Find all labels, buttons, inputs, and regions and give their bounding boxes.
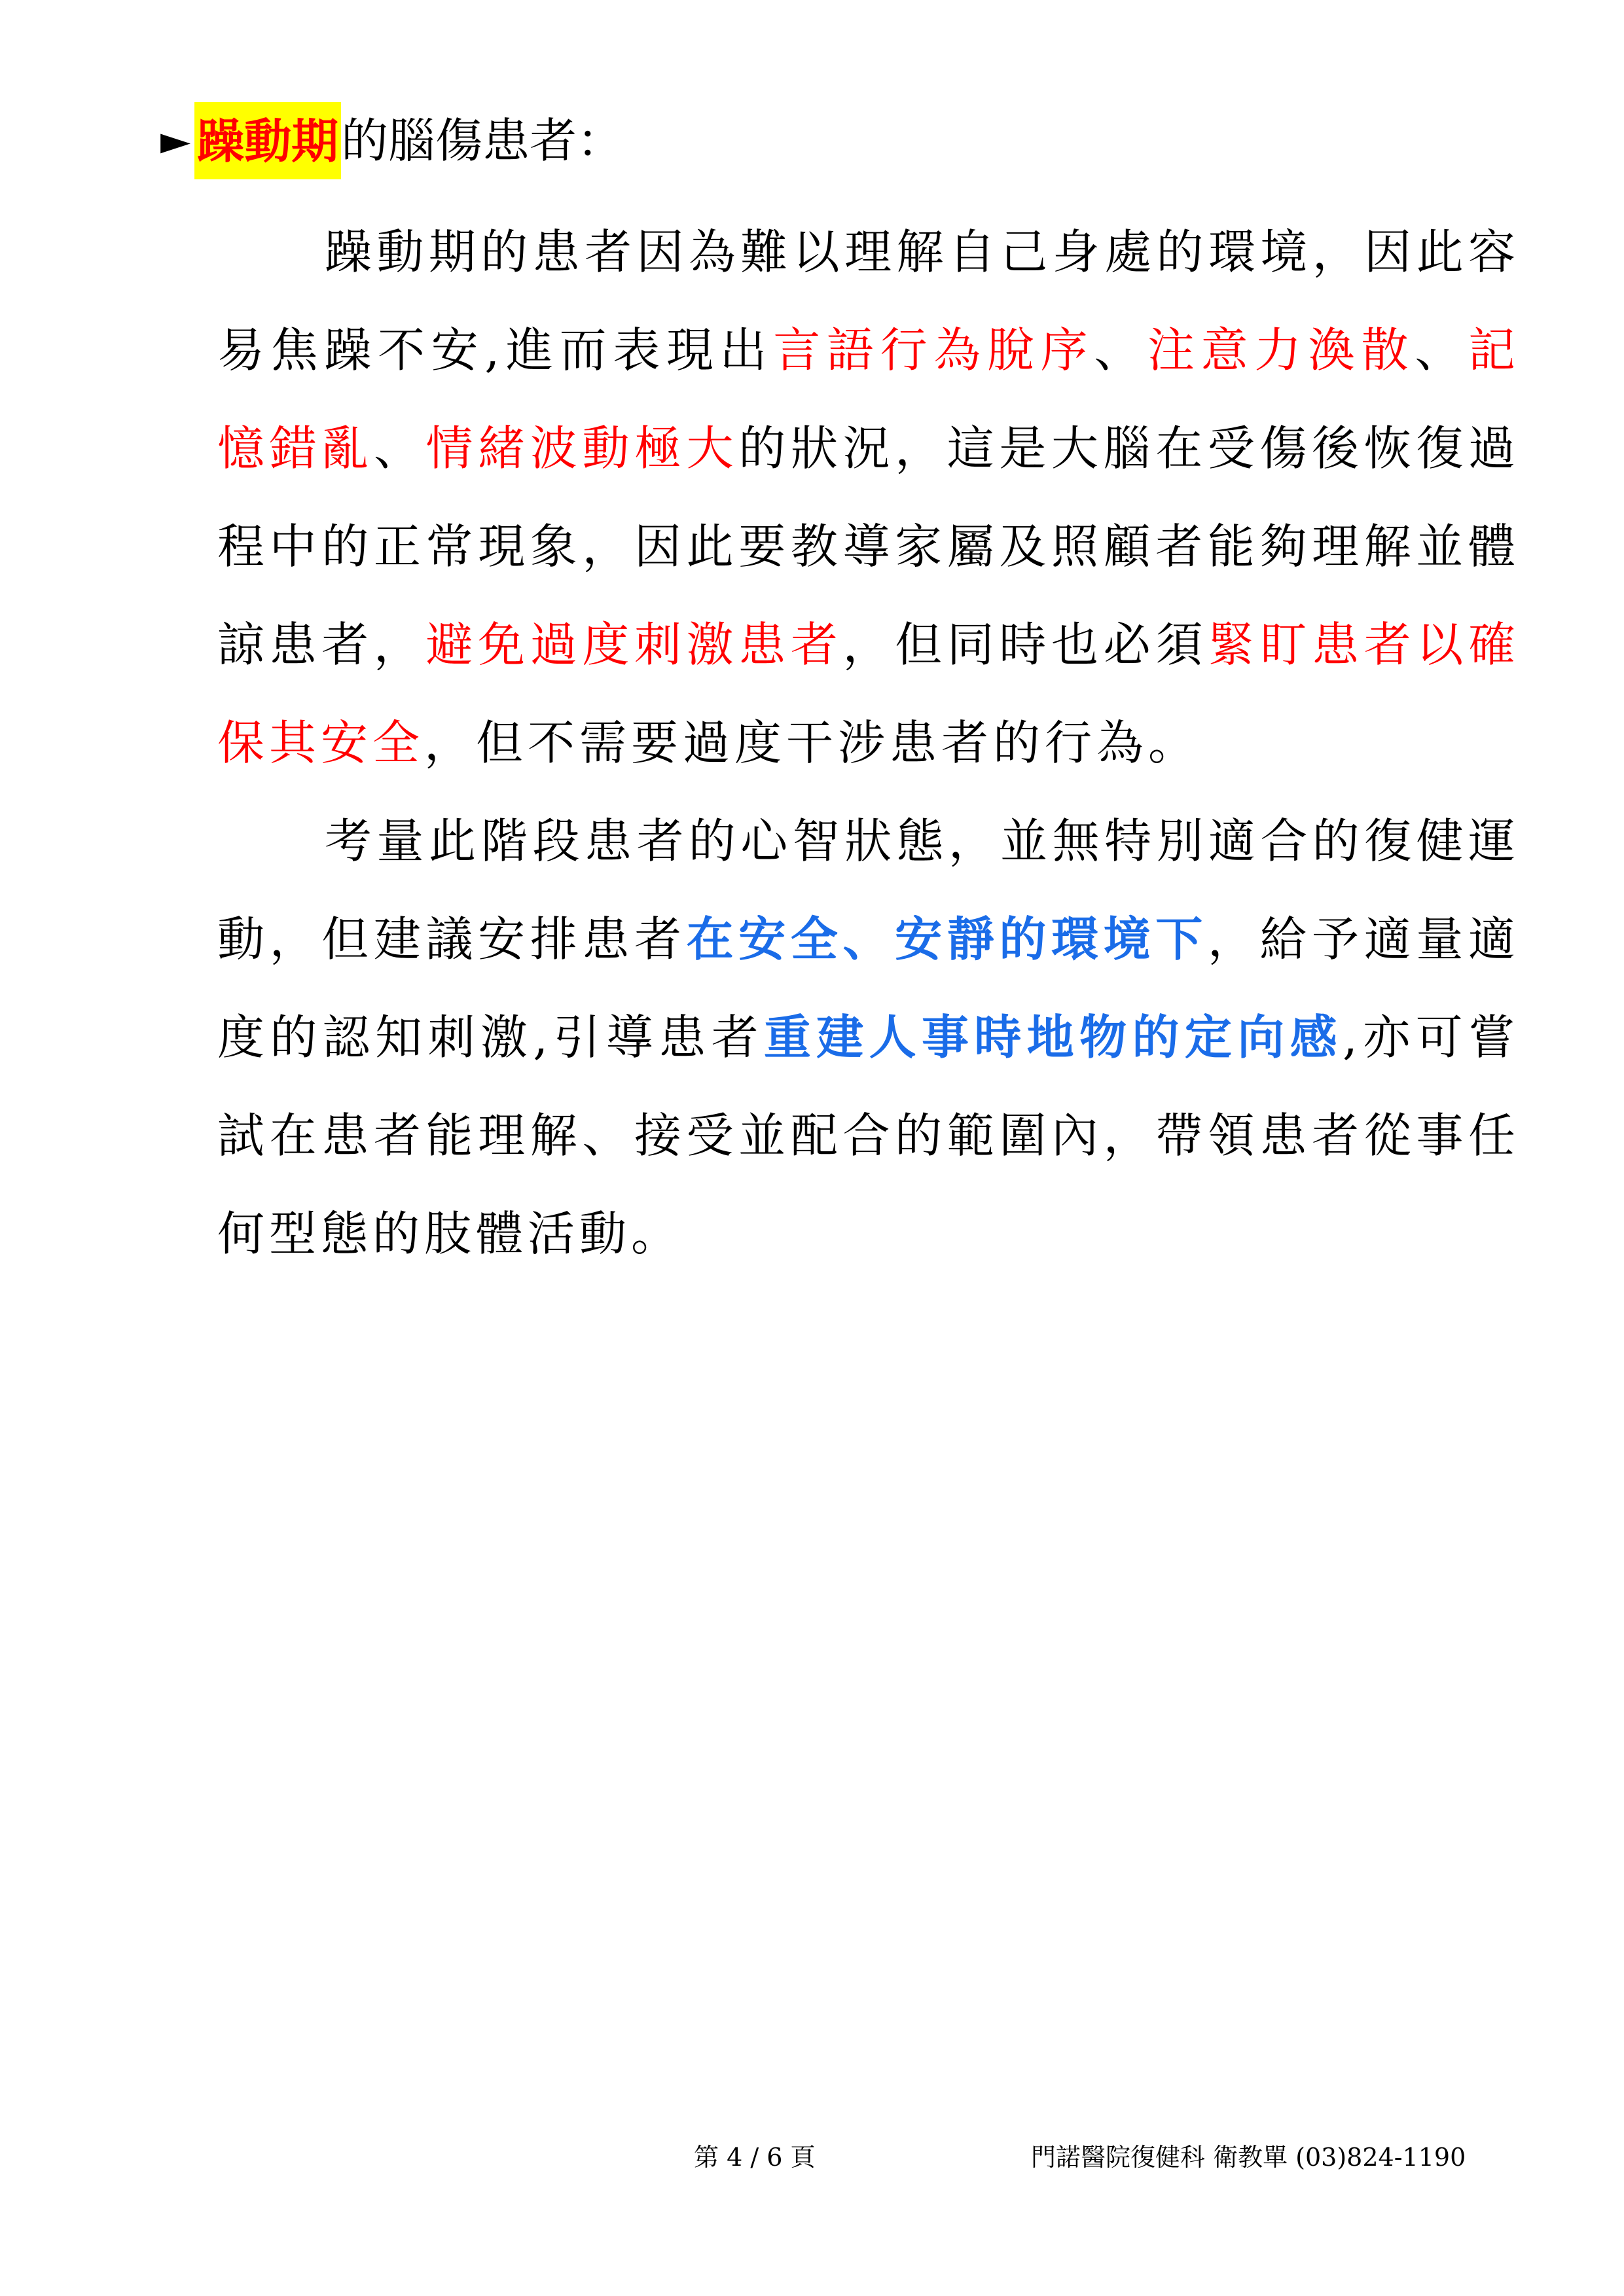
text-segment: 考量此階段患者的心智狀態，並無特別適合的復健運動，但建議安排患者 (217, 814, 1520, 967)
emphasis-blue: 在安全、安靜的環境下 (686, 911, 1208, 967)
emphasis-red: 緊盯患者以確保其安全 (217, 617, 1520, 770)
section-heading (160, 98, 624, 183)
heading-highlight: 躁動期 (194, 102, 341, 179)
emphasis-red: 言語行為脫序 (773, 323, 1094, 378)
text-segment: 、 (1415, 323, 1468, 378)
text-segment: ，給予適量適度的認知刺激,引導患者 (217, 912, 1520, 1065)
text-segment: 、 (1094, 323, 1147, 378)
text-segment: 躁動期的患者因為難以理解自己身處的環境，因此容易焦躁不安,進而表現出 (217, 224, 1520, 378)
text-segment: ，但同時也必須 (842, 617, 1208, 672)
paragraph-rehab-advice (217, 792, 1520, 1283)
footer-page-number: 第 4 / 6 頁 (694, 2143, 816, 2172)
emphasis-blue: 重建人事時地物的定向感 (763, 1009, 1343, 1065)
heading-text: 的腦傷患者： (341, 113, 624, 168)
text-segment: 的狀況，這是大腦在受傷後恢復過程中的正常現象，因此要教導家屬及照顧者能夠理解並體諒患者， (217, 421, 1520, 672)
paragraph-agitation-description (217, 203, 1520, 792)
text-segment: ,亦可嘗試在患者能理解、接受並配合的範圍內，帶領患者從事任何型態的肢體活動。 (217, 1010, 1520, 1261)
emphasis-red: 避免過度刺激患者 (425, 617, 843, 672)
text-segment: 、 (373, 421, 426, 476)
text-segment: ，但不需要過度干涉患者的行為。 (424, 715, 1200, 770)
emphasis-red: 注意力渙散 (1147, 323, 1415, 378)
emphasis-red: 記憶錯亂 (217, 323, 1520, 476)
footer-hospital-info: 門諾醫院復健科 衛教單 (03)824-1190 (1031, 2143, 1466, 2172)
emphasis-red: 情緒波動極大 (425, 421, 739, 476)
bullet-arrow-icon: ► (160, 118, 191, 164)
